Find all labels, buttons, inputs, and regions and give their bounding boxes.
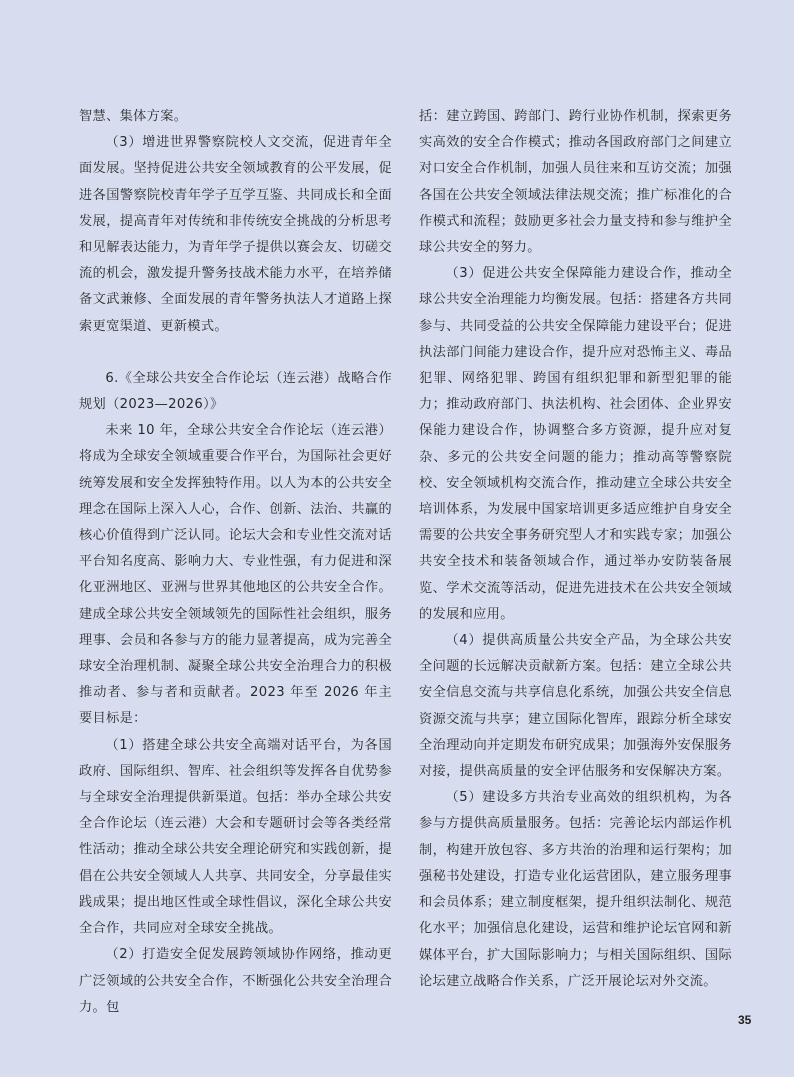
section-heading: 6.《全球公共安全合作论坛（连云港）战略合作规划（2023—2026）》 [79,370,392,413]
paragraph-goal-4: （4）提供高质量公共安全产品，为全球公共安全问题的长远解决贡献新方案。包括：建立全球公共安全信息交流与共享信息化系统，加强公共安全信息资源交流与共享；建立国际化智库，跟踪分析全球安全治理动向并定期发布研究成果；加强海外安保服务对接，提供高质量的安全评估服务和安保解决方案。 [419,633,732,780]
section-spacer [79,340,392,366]
page-number: 35 [738,1013,752,1027]
right-column [419,104,732,995]
paragraph-goal-3: （3）促进公共安全保障能力建设合作，推动全球公共安全治理能力均衡发展。包括：搭建各方共同参与、共同受益的公共安全保障能力建设平台；促进执法部门间能力建设合作，提升应对恐怖主义、毒品犯罪、网络犯罪、跨国有组织犯罪和新型犯罪的能力；推动政府部门、执法机构、社会团体、企业界安保能力建设合作，协调整合多方资源，提升应对复杂、多元的公共安全问题的能力；推动高等警察院校、安全领域机构交流合作，推动建立全球公共安全培训体系，为发展中国家培训更多适应维护自身安全需要的公共安全事务研究型人才和实践专家；加强公共安全技术和装备领域合作，通过举办安防装备展览、学术交流等活动，促进先进技术在公共安全领域的发展和应用。 [419,266,732,622]
paragraph-goal-2-continued: 括：建立跨国、跨部门、跨行业协作机制，探索更务实高效的安全合作模式；推动各国政府部门之间建立对口安全合作机制，加强人员往来和互访交流；加强各国在公共安全领域法律法规交流；推广标准化的合作模式和流程；鼓励更多社会力量支持和参与维护全球公共安全的努力。 [419,109,732,256]
left-column [79,104,392,1021]
paragraph-youth-exchange: （3）增进世界警察院校人文交流，促进青年全面发展。坚持促进公共安全领域教育的公平发展，促进各国警察院校青年学子互学互鉴、共同成长和全面发展，提高青年对传统和非传统安全挑战的分析思考和见解表达能力，为青年学子提供以赛会友、切磋交流的机会，激发提升警务技战术能力水平，在培养储备文武兼修、全面发展的青年警务执法人才道路上探索更宽渠道、更新模式。 [79,135,392,334]
paragraph-continuation: 智慧、集体方案。 [79,109,188,124]
paragraph-goal-2-start: （2）打造安全促发展跨领域协作网络，推动更广泛领域的公共安全合作，不断强化公共安全治理合力。包 [79,947,392,1015]
paragraph-ten-year-vision: 未来 10 年，全球公共安全合作论坛（连云港）将成为全球安全领域重要合作平台，为国际社会更好统筹发展和安全发挥独特作用。以人为本的公共安全理念在国际上深入人心，合作、创新、法治、共赢的核心价值得到广泛认同。论坛大会和专业性交流对话平台知名度高、影响力大、专业性强，有力促进和深化亚洲地区、亚洲与世界其他地区的公共安全合作。建成全球公共安全领域领先的国际性社会组织，服务理事、会员和各参与方的能力显著提高，成为完善全球安全治理机制、凝聚全球公共安全治理合力的积极推动者、参与者和贡献者。2023 年至 2026 年主要目标是： [79,423,392,727]
paragraph-goal-1: （1）搭建全球公共安全高端对话平台，为各国政府、国际组织、智库、社会组织等发挥各自优势参与全球安全治理提供新渠道。包括：举办全球公共安全合作论坛（连云港）大会和专题研讨会等各类经常性活动；推动全球公共安全理论研究和实践创新，提倡在公共安全领域人人共享、共同安全，分享最佳实践成果；提出地区性或全球性倡议，深化全球公共安全合作，共同应对全球安全挑战。 [79,737,392,937]
paragraph-goal-5: （5）建设多方共治专业高效的组织机构，为各参与方提供高质量服务。包括：完善论坛内部运作机制，构建开放包容、多方共治的治理和运行架构；加强秘书处建设，打造专业化运营团队，建立服务理事和会员体系；建立制度框架，提升组织法制化、规范化水平；加强信息化建设，运营和维护论坛官网和新媒体平台，扩大国际影响力；与相关国际组织、国际论坛建立战略合作关系，广泛开展论坛对外交流。 [419,790,732,989]
